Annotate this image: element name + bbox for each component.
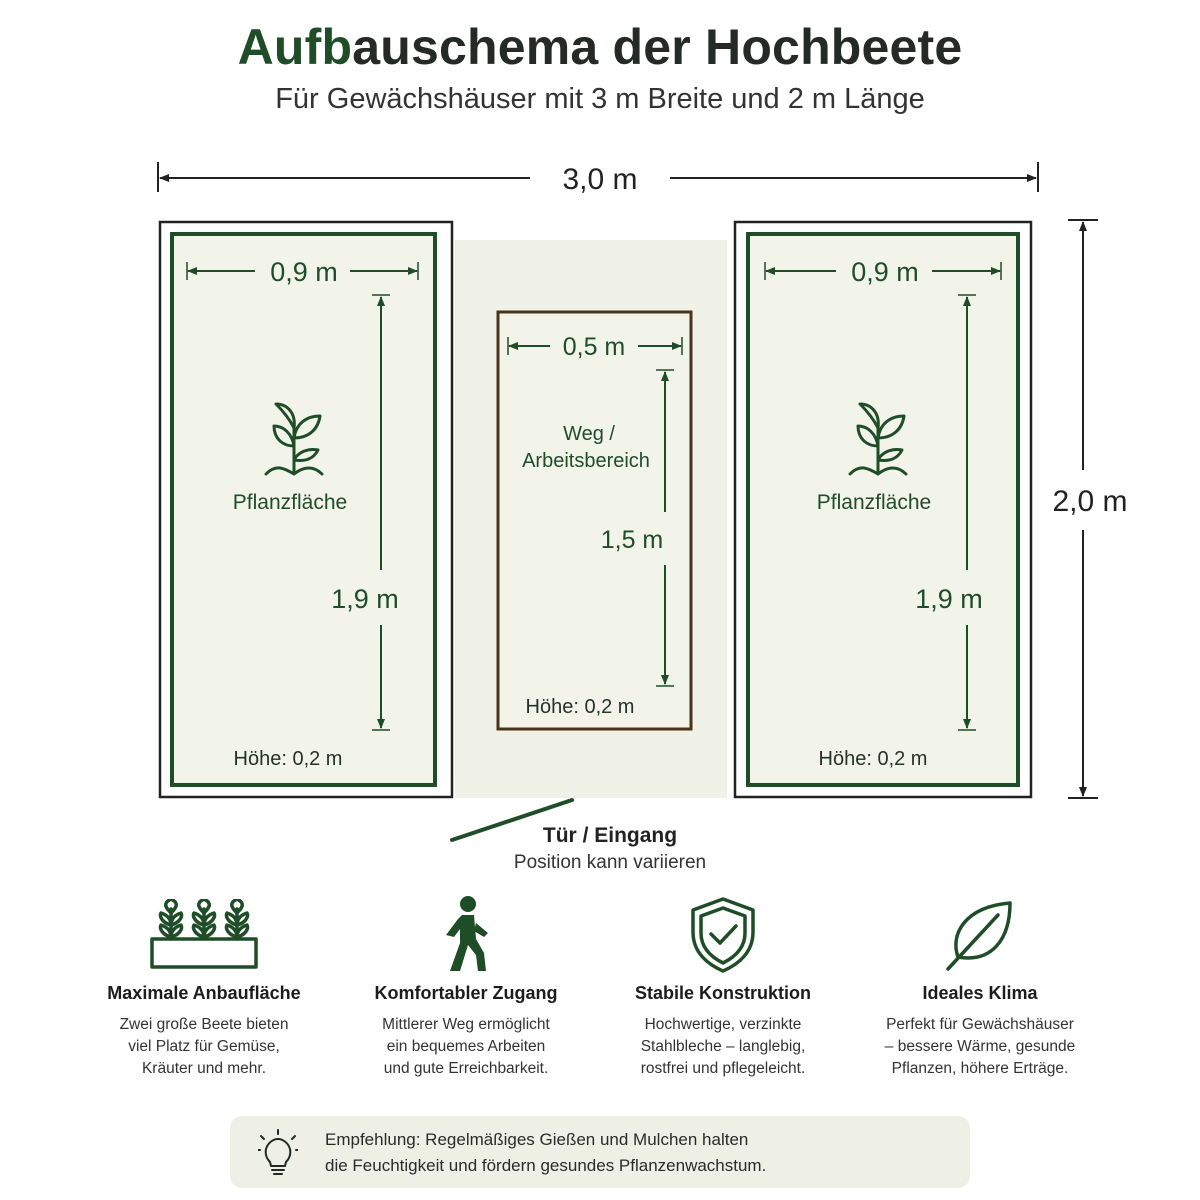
feature-text: Zwei große Beete bieten viel Platz für Gemüse, Kräuter und mehr. bbox=[119, 1016, 289, 1077]
page-subtitle: Für Gewächshäuser mit 3 m Breite und 2 m Länge bbox=[275, 83, 925, 115]
left-bed-height: Höhe: 0,2 m bbox=[233, 748, 343, 770]
path-width-label: 0,5 m bbox=[562, 333, 626, 361]
feature-title: Maximale Anbaufläche bbox=[107, 983, 301, 1003]
walking-person-icon bbox=[436, 895, 496, 975]
path-height: Höhe: 0,2 m bbox=[525, 696, 635, 718]
shield-check-icon bbox=[689, 896, 757, 974]
lightbulb-icon bbox=[258, 1128, 298, 1178]
door-title: Tür / Eingang bbox=[542, 824, 678, 847]
feature-climate bbox=[840, 895, 1120, 1080]
right-bed-width-label: 0,9 m bbox=[851, 257, 919, 287]
door-note: Position kann variieren bbox=[513, 852, 707, 873]
feature-title: Komfortabler Zugang bbox=[374, 983, 558, 1003]
left-bed-label: Pflanzfläche bbox=[232, 491, 348, 514]
leaf-icon bbox=[944, 899, 1016, 971]
recommendation-text: Empfehlung: Regelmäßiges Gießen und Mulchen halten die Feuchtigkeit und fördern gesundes Pflanzenwachstum. bbox=[325, 1130, 767, 1175]
feature-title: Stabile Konstruktion bbox=[634, 983, 811, 1003]
feature-text: Mittlerer Weg ermöglicht ein bequemes Arbeiten und gute Erreichbarkeit. bbox=[382, 1016, 550, 1077]
total-width-dimension bbox=[158, 162, 1038, 196]
title-rest: auschema der Hochbeete bbox=[352, 19, 963, 75]
left-bed-length-label: 1,9 m bbox=[331, 584, 399, 614]
total-length-label: 2,0 m bbox=[1052, 485, 1128, 518]
title-accent: Aufb bbox=[237, 19, 353, 75]
middle-path bbox=[498, 312, 691, 729]
recommendation-box bbox=[230, 1116, 970, 1188]
path-label-line1: Weg / bbox=[563, 423, 615, 445]
feature-title: Ideales Klima bbox=[922, 983, 1038, 1003]
feature-access bbox=[326, 895, 606, 1080]
feature-max-area bbox=[64, 895, 344, 1080]
total-width-label: 3,0 m bbox=[562, 163, 638, 196]
feature-text: Hochwertige, verzinkte Stahlbleche – langlebig, rostfrei und pflegeleicht. bbox=[640, 1016, 806, 1077]
left-bed-width-label: 0,9 m bbox=[270, 257, 338, 287]
right-bed bbox=[735, 222, 1031, 797]
path-label-line2: Arbeitsbereich bbox=[522, 450, 650, 472]
path-length-label: 1,5 m bbox=[600, 526, 664, 554]
raised-bed-plants-icon bbox=[149, 899, 259, 971]
right-bed-height: Höhe: 0,2 m bbox=[818, 748, 928, 770]
total-length-dimension bbox=[1052, 220, 1127, 798]
right-bed-label: Pflanzfläche bbox=[816, 491, 932, 514]
feature-construction bbox=[583, 895, 863, 1080]
left-bed bbox=[160, 222, 452, 797]
feature-text: Perfekt für Gewächshäuser – bessere Wärme, gesunde Pflanzen, höhere Erträge. bbox=[884, 1016, 1076, 1077]
right-bed-length-label: 1,9 m bbox=[915, 584, 983, 614]
